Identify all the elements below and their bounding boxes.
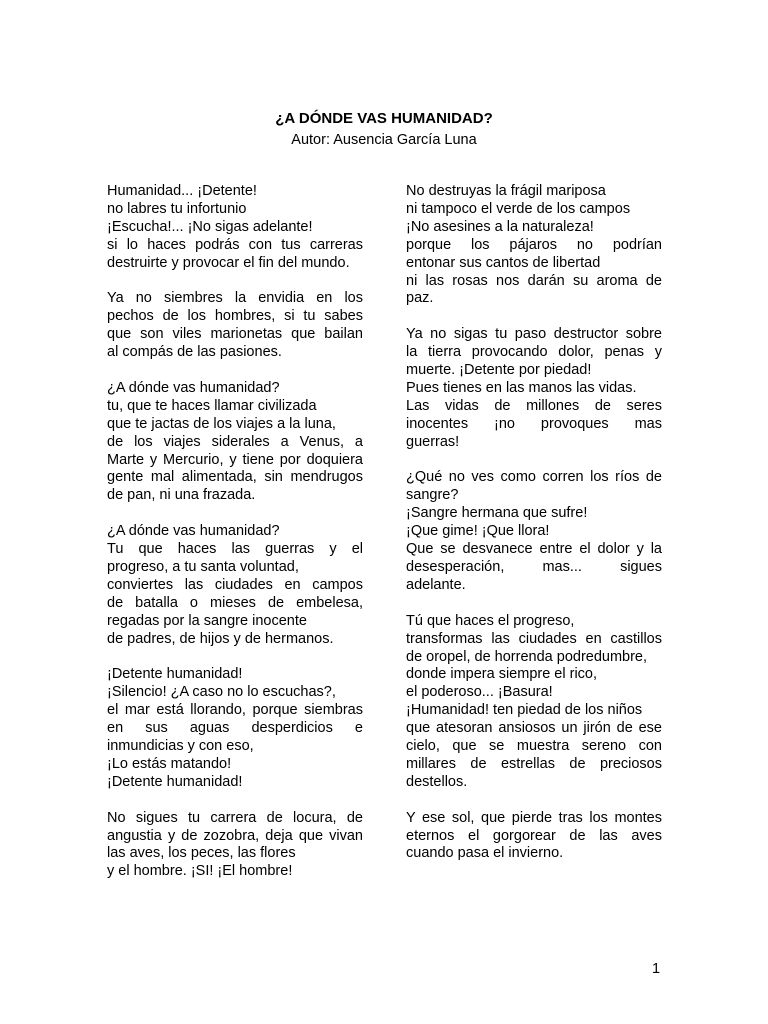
- poem-line: Tu que haces las guerras y el: [107, 541, 363, 558]
- stanza: [406, 469, 662, 594]
- poem-line: inmundicias y con eso,: [107, 738, 254, 755]
- poem-line: eternos el gorgorear de las aves: [406, 827, 662, 844]
- poem-right-column: [406, 183, 662, 881]
- poem-line: ¿A dónde vas humanidad?: [107, 523, 280, 540]
- poem-line: regadas por la sangre inocente: [107, 612, 307, 629]
- poem-line: destellos.: [406, 773, 468, 790]
- poem-line: cielo, que se muestra sereno con: [406, 738, 662, 755]
- poem-line: las aves, los peces, las flores: [107, 845, 296, 862]
- poem-line: pechos de los hombres, si tu sabes: [107, 308, 363, 325]
- poem-line: ¡Que gime! ¡Que llora!: [406, 523, 550, 540]
- stanza: [406, 326, 662, 451]
- poem-line: de batalla o mieses de embelesa,: [107, 594, 363, 611]
- poem-line: Ya no sigas tu paso destructor sobre: [406, 326, 662, 343]
- poem-line: sangre?: [406, 487, 459, 504]
- stanza: [406, 183, 662, 308]
- stanza: [107, 380, 363, 505]
- poem-line: guerras!: [406, 433, 460, 450]
- poem-line: que son viles marionetas que bailan: [107, 326, 363, 343]
- poem-line: Marte y Mercurio, y tiene por doquiera: [107, 451, 363, 468]
- poem-line: Humanidad... ¡Detente!: [107, 183, 257, 199]
- poem-line: transformas las ciudades en castillos: [406, 630, 662, 647]
- poem-line: desesperación, mas... sigues: [406, 559, 662, 575]
- poem-line: la tierra provocando dolor, penas y: [406, 344, 662, 361]
- poem-line: ¡Detente humanidad!: [107, 666, 243, 683]
- poem-author: Autor: Ausencia García Luna: [291, 132, 477, 148]
- page-number: 1: [652, 961, 661, 977]
- poem-line: destruirte y provocar el fin del mundo.: [107, 254, 350, 271]
- poem-line: porque los pájaros no podrían: [406, 236, 662, 253]
- poem-line: Tú que haces el progreso,: [406, 612, 575, 629]
- poem-line: conviertes las ciudades en campos: [107, 576, 363, 593]
- poem-line: en sus aguas desperdicios e: [107, 720, 363, 737]
- stanza: [107, 290, 363, 362]
- poem-line: Y ese sol, que pierde tras los montes: [406, 809, 662, 826]
- poem-line: ¡Silencio! ¿A caso no lo escuchas?,: [107, 684, 336, 701]
- poem-line: ¡No asesines a la naturaleza!: [406, 218, 594, 235]
- poem-line: ¿Qué no ves como corren los ríos de: [406, 469, 662, 486]
- stanza: [107, 810, 363, 882]
- poem-line: Ya no siembres la envidia en los: [107, 290, 363, 307]
- poem-line: Las vidas de millones de seres: [406, 397, 662, 414]
- poem-line: ¡Sangre hermana que sufre!: [406, 505, 588, 522]
- poem-line: ¡Escucha!... ¡No sigas adelante!: [107, 218, 313, 235]
- poem-line: millares de estrellas de preciosos: [406, 755, 662, 772]
- poem-line: ¿A dónde vas humanidad?: [107, 379, 280, 396]
- poem-line: el mar está llorando, porque siembras: [107, 702, 363, 719]
- poem-line: tu, que te haces llamar civilizada: [107, 397, 317, 414]
- poem-line: Pues tienes en las manos las vidas.: [406, 379, 637, 396]
- poem-left-column: [107, 183, 363, 899]
- stanza: [406, 613, 662, 792]
- stanza: [107, 523, 363, 648]
- poem-line: muerte. ¡Detente por piedad!: [406, 362, 592, 379]
- poem-line: No destruyas la frágil mariposa: [406, 183, 606, 199]
- stanza: [107, 183, 363, 273]
- poem-line: angustia y de zozobra, deja que vivan: [107, 827, 363, 844]
- poem-line: de pan, ni una frazada.: [107, 487, 256, 504]
- poem-line: ¡Humanidad! ten piedad de los niños: [406, 702, 643, 719]
- poem-line: de padres, de hijos y de hermanos.: [107, 630, 334, 647]
- poem-line: de oropel, de horrenda podredumbre,: [406, 648, 648, 665]
- poem-line: que atesoran ansiosos un jirón de ese: [406, 720, 662, 737]
- poem-line: ni las rosas nos darán su aroma de: [406, 272, 662, 289]
- poem-line: si lo haces podrás con tus carreras: [107, 236, 363, 253]
- poem-line: donde impera siempre el rico,: [406, 666, 598, 683]
- poem-line: cuando pasa el invierno.: [406, 845, 564, 862]
- poem-line: que te jactas de los viajes a la luna,: [107, 415, 336, 432]
- poem-line: adelante.: [406, 576, 466, 593]
- poem-line: ¡Lo estás matando!: [107, 755, 232, 772]
- poem-line: ni tampoco el verde de los campos: [406, 200, 631, 217]
- stanza: [406, 810, 662, 864]
- poem-line: No sigues tu carrera de locura, de: [107, 809, 363, 826]
- poem-line: inocentes ¡no provoques mas: [406, 415, 662, 432]
- poem-line: Que se desvanece entre el dolor y la: [406, 541, 662, 558]
- poem-line: al compás de las pasiones.: [107, 344, 282, 361]
- poem-title: ¿A DÓNDE VAS HUMANIDAD?: [275, 110, 493, 127]
- poem-line: progreso, a tu santa voluntad,: [107, 558, 299, 575]
- poem-line: y el hombre. ¡SI! ¡El hombre!: [107, 863, 293, 880]
- poem-line: gente mal alimentada, sin mendrugos: [107, 469, 363, 486]
- poem-line: ¡Detente humanidad!: [107, 773, 243, 790]
- poem-line: entonar sus cantos de libertad: [406, 254, 601, 271]
- poem-line: no labres tu infortunio: [107, 200, 247, 217]
- stanza: [107, 666, 363, 791]
- poem-line: paz.: [406, 290, 434, 307]
- poem-line: el poderoso... ¡Basura!: [406, 684, 553, 701]
- poem-line: de los viajes siderales a Venus, a: [107, 433, 363, 450]
